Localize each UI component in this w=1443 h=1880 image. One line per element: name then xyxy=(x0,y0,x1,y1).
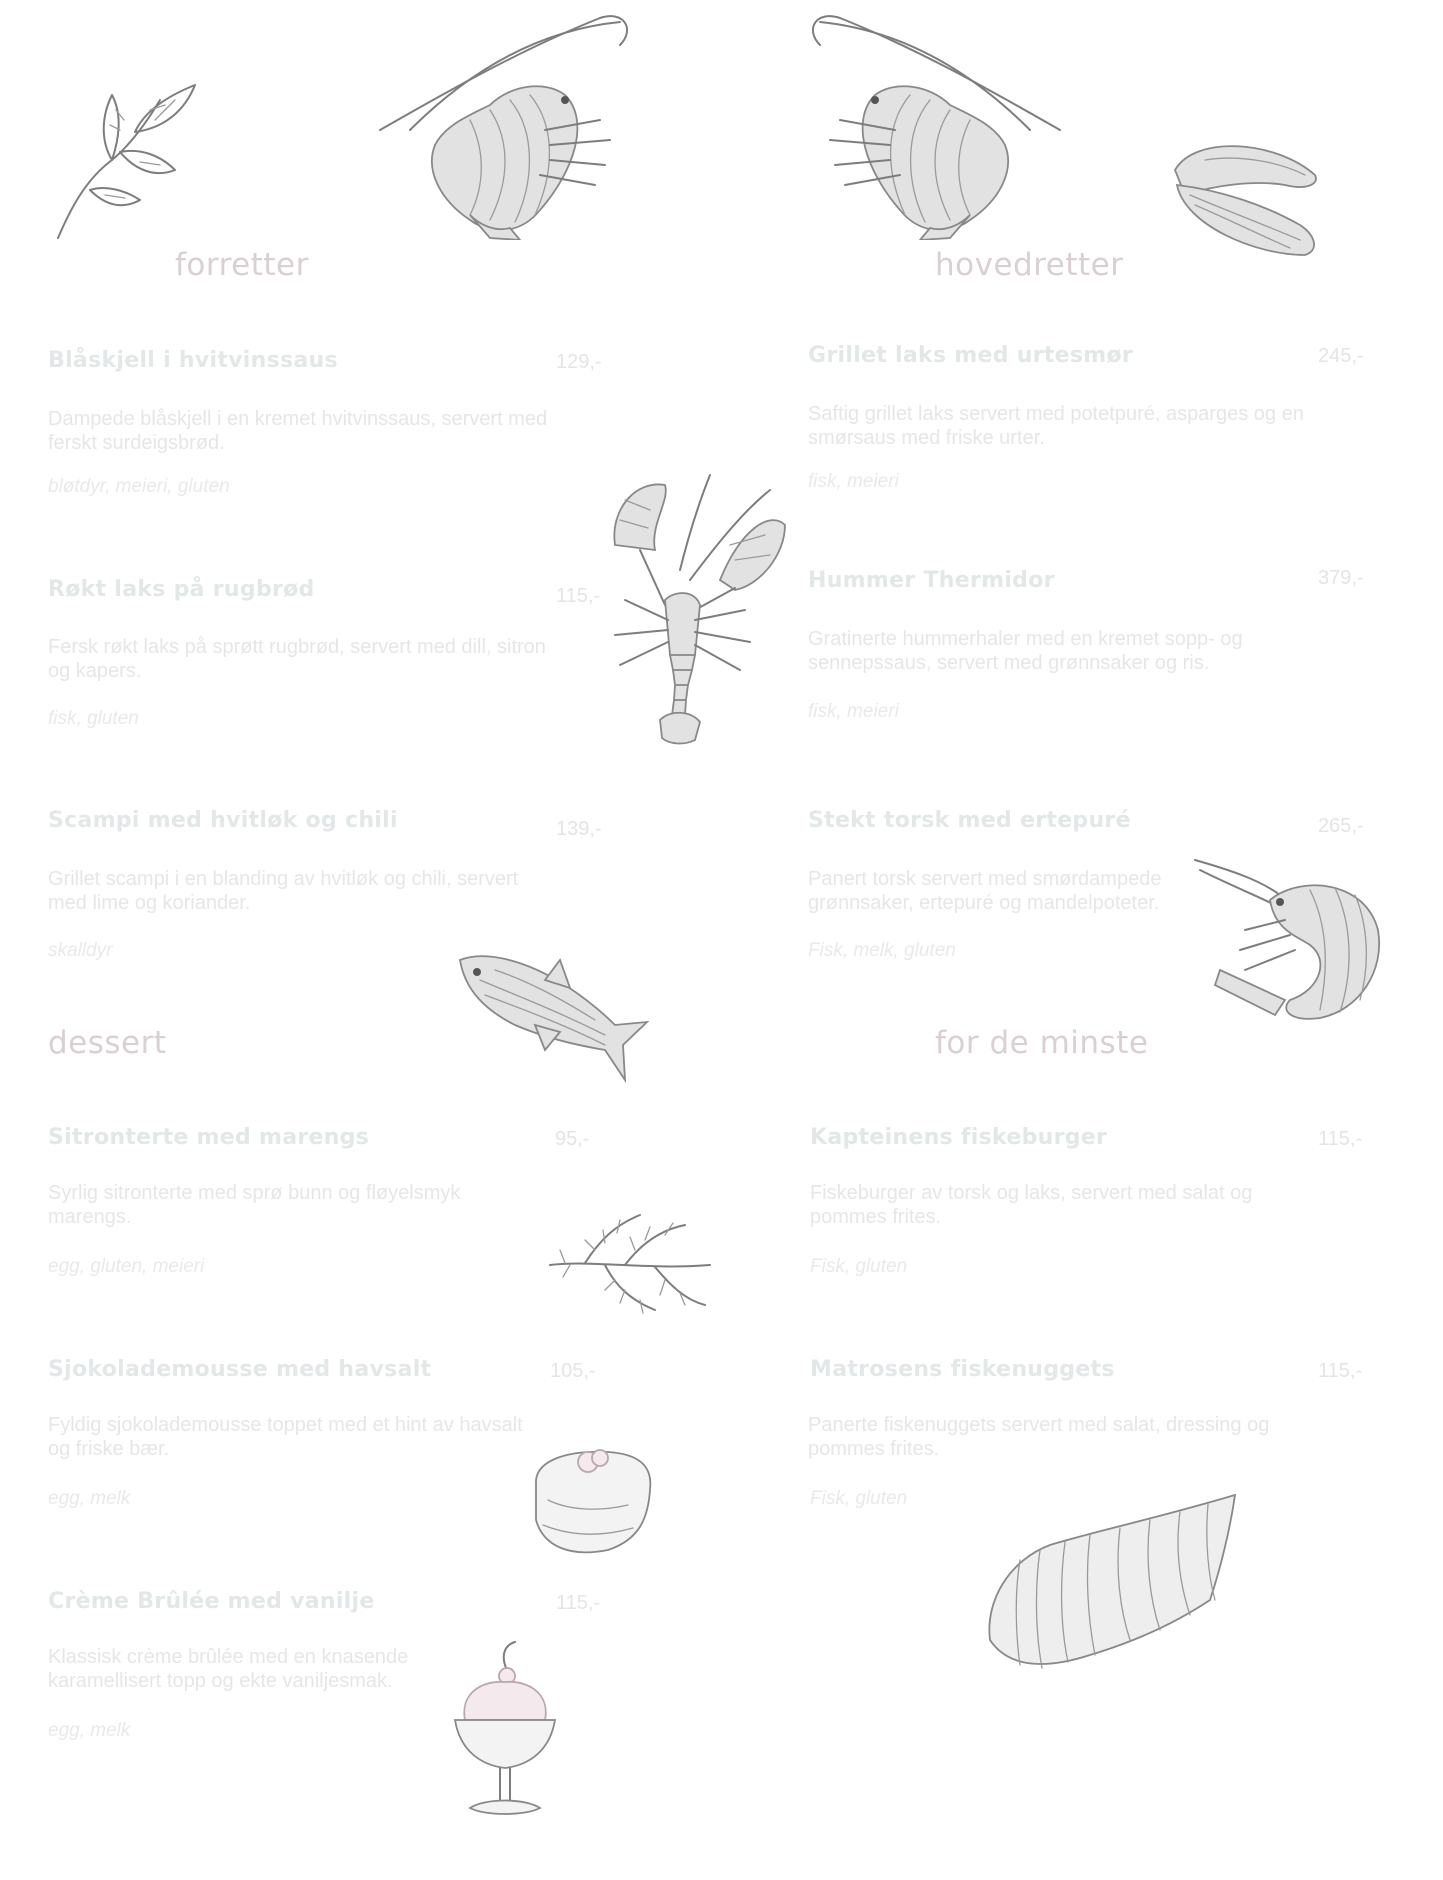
menu-item-name: Crème Brûlée med vanilje xyxy=(48,1589,375,1614)
mussel-icon xyxy=(1165,130,1325,260)
menu-item-price: 379,- xyxy=(1318,567,1364,589)
menu-item-description: Saftig grillet laks servert med potetpuré, asparges og en smørsaus med friske urter. xyxy=(808,403,1304,449)
section-title-dessert: dessert xyxy=(48,1025,167,1061)
menu-item-price: 95,- xyxy=(555,1128,590,1150)
menu-item-allergens: egg, melk xyxy=(48,1720,131,1741)
menu-item-name: Grillet laks med urtesmør xyxy=(808,343,1134,368)
menu-item-description: Fyldig sjokolademousse toppet med et hint av havsalt og friske bær. xyxy=(48,1414,523,1460)
menu-item-price: 265,- xyxy=(1318,815,1364,837)
menu-item-allergens: Fisk, gluten xyxy=(810,1488,908,1509)
fish-fillet-icon xyxy=(980,1490,1240,1680)
menu-item-price: 115,- xyxy=(556,1592,601,1614)
lobster-icon xyxy=(570,470,800,750)
menu-item-description: Panert torsk servert med smørdampede grønnsaker, ertepuré og mandelpoteter. xyxy=(808,868,1162,914)
menu-item-description: Grillet scampi i en blanding av hvitløk og chili, servert med lime og koriander. xyxy=(48,868,519,914)
menu-item-name: Sitronterte med marengs xyxy=(48,1125,370,1150)
salmon-icon xyxy=(455,950,650,1085)
menu-item-description: Gratinerte hummerhaler med en kremet sopp- og sennepssaus, servert med grønnsaker og ris. xyxy=(808,628,1243,674)
shrimp-icon xyxy=(370,10,710,240)
menu-item-description: Fersk røkt laks på sprøtt rugbrød, servert med dill, sitron og kapers. xyxy=(48,636,546,682)
section-title-starters: forretter xyxy=(175,247,309,283)
section-title-kids: for de minste xyxy=(935,1025,1149,1061)
menu-item-allergens: bløtdyr, meieri, gluten xyxy=(48,476,230,497)
menu-item-allergens: fisk, meieri xyxy=(808,471,899,492)
menu-item-description: Panerte fiskenuggets servert med salat, dressing og pommes frites. xyxy=(808,1414,1270,1460)
menu-item-description: Dampede blåskjell i en kremet hvitvinssaus, servert med ferskt surdeigsbrød. xyxy=(48,408,548,454)
menu-item-allergens: egg, melk xyxy=(48,1488,131,1509)
shrimp-icon xyxy=(730,10,1070,240)
menu-item-name: Røkt laks på rugbrød xyxy=(48,577,315,602)
menu-item-price: 129,- xyxy=(556,351,602,373)
menu-item-price: 105,- xyxy=(550,1360,596,1382)
menu-item-allergens: fisk, gluten xyxy=(48,708,139,729)
menu-item-allergens: skalldyr xyxy=(48,940,113,961)
menu-item-description: Fiskeburger av torsk og laks, servert med salat og pommes frites. xyxy=(810,1182,1253,1228)
menu-item-price: 245,- xyxy=(1318,345,1364,367)
dill-icon xyxy=(545,1205,715,1320)
menu-item-name: Kapteinens fiskeburger xyxy=(810,1125,1108,1150)
menu-item-name: Hummer Thermidor xyxy=(808,568,1055,593)
menu-item-price: 115,- xyxy=(556,585,601,607)
menu-item-price: 115,- xyxy=(1318,1360,1363,1382)
menu-item-name: Scampi med hvitløk og chili xyxy=(48,808,398,833)
menu-item-name: Matrosens fiskenuggets xyxy=(810,1357,1115,1382)
menu-item-description: Syrlig sitronterte med sprø bunn og fløyelsmyk marengs. xyxy=(48,1182,461,1228)
menu-item-price: 139,- xyxy=(556,818,602,840)
menu-item-name: Sjokolademousse med havsalt xyxy=(48,1357,432,1382)
menu-item-price: 115,- xyxy=(1318,1128,1363,1150)
menu-item-name: Blåskjell i hvitvinssaus xyxy=(48,348,338,373)
menu-item-name: Stekt torsk med ertepuré xyxy=(808,808,1131,833)
parsley-icon xyxy=(50,70,200,240)
sundae-icon xyxy=(445,1640,565,1820)
section-title-mains: hovedretter xyxy=(935,247,1124,283)
menu-item-allergens: Fisk, melk, gluten xyxy=(808,940,956,961)
menu-item-allergens: Fisk, gluten xyxy=(810,1256,908,1277)
menu-item-allergens: egg, gluten, meieri xyxy=(48,1256,205,1277)
menu-item-allergens: fisk, meieri xyxy=(808,701,899,722)
menu-item-description: Klassisk crème brûlée med en knasende karamellisert topp og ekte vaniljesmak. xyxy=(48,1646,409,1692)
